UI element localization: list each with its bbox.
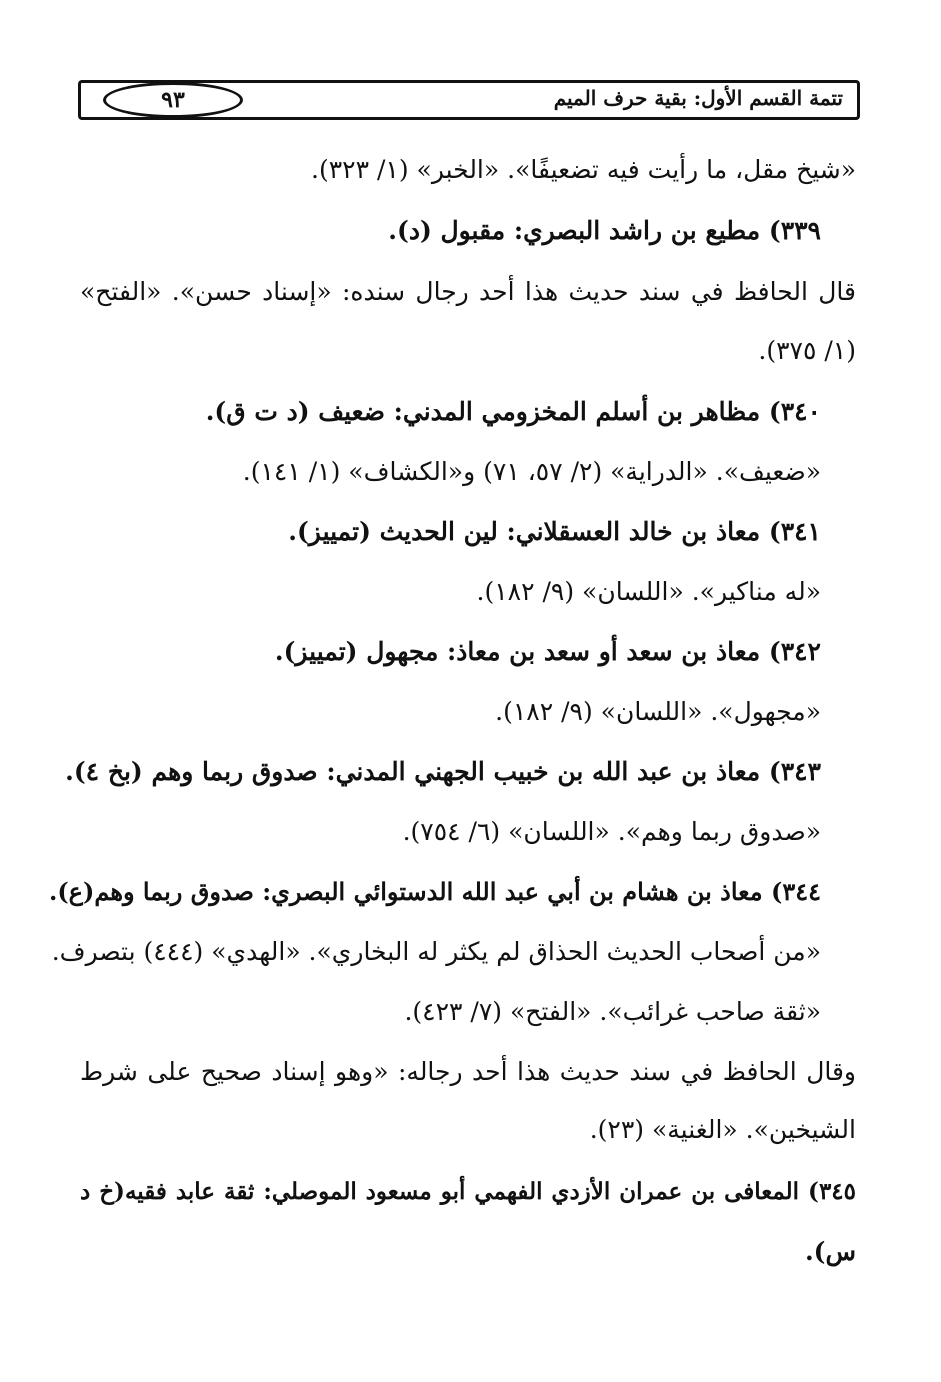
entry-heading-340: ٣٤٠) مظاهر بن أسلم المخزومي المدني: ضعيف (د ت ق). [205, 397, 821, 426]
entry-heading-341: ٣٤١) معاذ بن خالد العسقلاني: لين الحديث (تمييز). [288, 517, 821, 546]
text-line: «مجهول». «اللسان» (٩/ ١٨٢). [495, 697, 821, 726]
page-number: ٩٣ [103, 82, 243, 118]
text-line: الشيخين». «الغنية» (٢٣). [589, 1115, 856, 1144]
entry-heading-345: ٣٤٥) المعافى بن عمران الأزدي الفهمي أبو مسعود الموصلي: ثقة عابد فقيه(خ د [80, 1178, 856, 1205]
entry-heading-343: ٣٤٣) معاذ بن عبد الله بن خبيب الجهني المدني: صدوق ربما وهم (بخ ٤). [65, 757, 821, 786]
entry-heading-339: ٣٣٩) مطيع بن راشد البصري: مقبول (د). [388, 216, 821, 245]
text-line: «له مناكير». «اللسان» (٩/ ١٨٢). [476, 577, 821, 606]
text-line: (١/ ٣٧٥). [758, 336, 856, 365]
text-line: قال الحافظ في سند حديث هذا أحد رجال سنده: «إسناد حسن». «الفتح» [80, 277, 856, 306]
text-line: «صدوق ربما وهم». «اللسان» (٦/ ٧٥٤). [402, 817, 821, 846]
text-line: «ثقة صاحب غرائب». «الفتح» (٧/ ٤٢٣). [404, 997, 821, 1026]
text-line: وقال الحافظ في سند حديث هذا أحد رجاله: «وهو إسناد صحيح على شرط [80, 1057, 856, 1086]
text-line: س). [804, 1237, 856, 1266]
entry-heading-344: ٣٤٤) معاذ بن هشام بن أبي عبد الله الدستوائي البصري: صدوق ربما وهم(ع). [48, 877, 821, 906]
text-line: «شيخ مقل، ما رأيت فيه تضعيفًا». «الخبر» (١/ ٣٢٣). [311, 155, 856, 184]
entry-heading-342: ٣٤٢) معاذ بن سعد أو سعد بن معاذ: مجهول (تمييز). [274, 637, 821, 666]
text-line: «من أصحاب الحديث الحذاق لم يكثر له البخاري». «الهدي» (٤٤٤) بتصرف. [51, 937, 821, 966]
text-line: «ضعيف». «الدراية» (٢/ ٥٧، ٧١) و«الكشاف» (١/ ١٤١). [242, 457, 821, 486]
header-title: تتمة القسم الأول: بقية حرف الميم [553, 86, 843, 110]
running-header [78, 80, 860, 120]
